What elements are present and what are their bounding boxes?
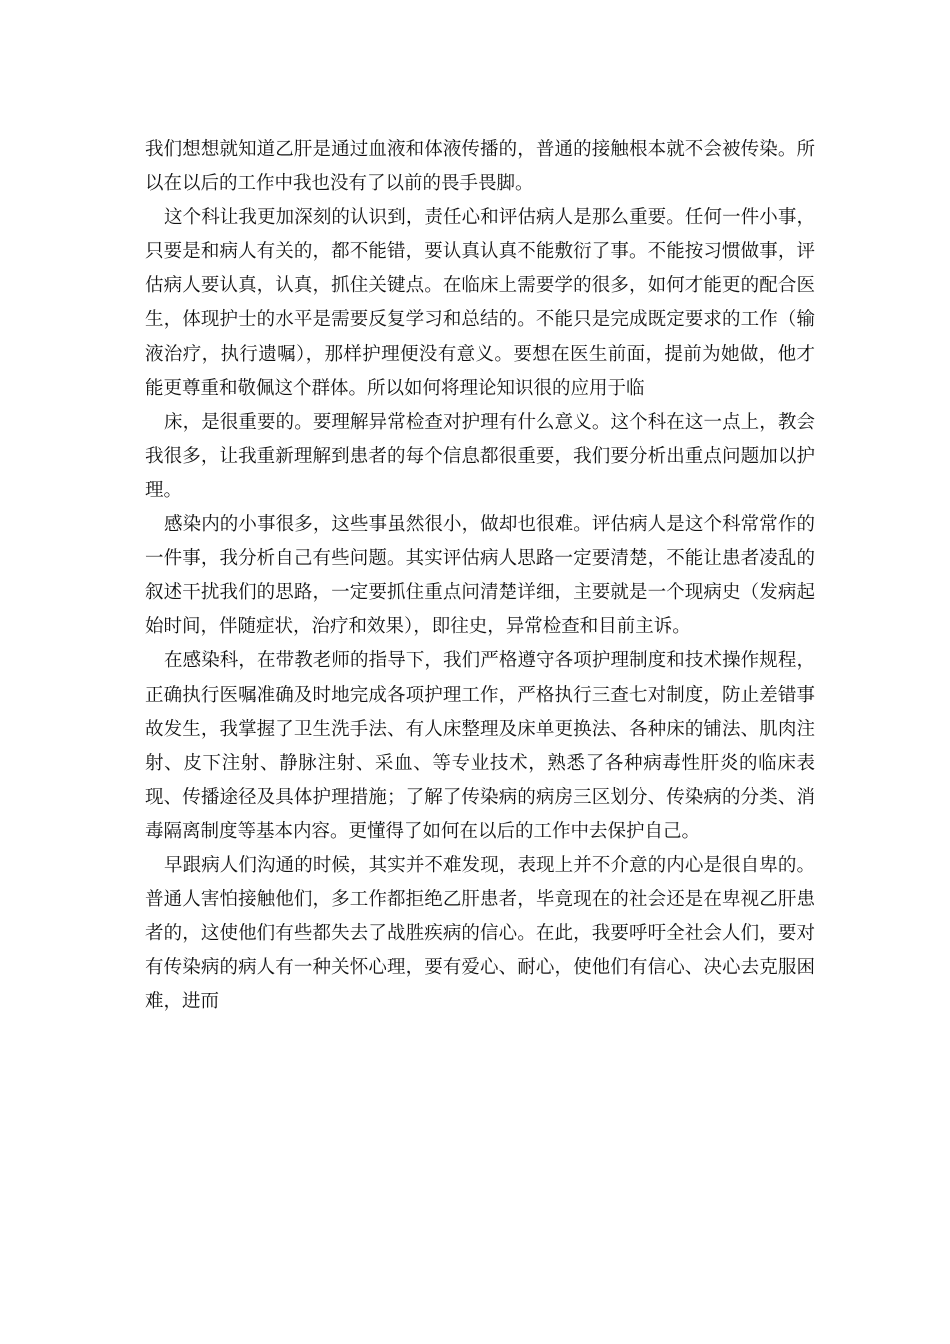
paragraph-2: 这个科让我更加深刻的认识到，责任心和评估病人是那么重要。任何一件小事，只要是和病人有关的，都不能错，要认真认真不能敷衍了事。不能按习惯做事，评估病人要认真，认真，抓住关键点。在临床上需要学的很多，如何才能更的配合医生，体现护士的水平是需要反复学习和总结的。不能只是完成既定要求的工作（输液治疗，执行遗嘱），那样护理便没有意义。要想在医生前面，提前为她做，他才能更尊重和敬佩这个群体。所以如何将理论知识很的应用于临 xyxy=(145,207,815,399)
paragraph-4: 感染内的小事很多，这些事虽然很小，做却也很难。评估病人是这个科常常作的一件事，我分析自己有些问题。其实评估病人思路一定要清楚，不能让患者凌乱的叙述干扰我们的思路，一定要抓住重点问清楚详细，主要就是一个现病史（发病起始时间，伴随症状，治疗和效果），即往史，异常检查和目前主诉。 xyxy=(145,514,815,638)
paragraph-1: 我们想想就知道乙肝是通过血液和体液传播的，普通的接触根本就不会被传染。所以在以后的工作中我也没有了以前的畏手畏脚。 xyxy=(145,139,815,195)
paragraph-3: 床，是很重要的。要理解异常检查对护理有什么意义。这个科在这一点上，教会我很多，让我重新理解到患者的每个信息都很重要，我们要分析出重点问题加以护理。 xyxy=(145,411,815,501)
document-body xyxy=(145,133,815,1019)
paragraph-6: 早跟病人们沟通的时候，其实并不难发现，表现上并不介意的内心是很自卑的。普通人害怕接触他们，多工作都拒绝乙肝患者，毕竟现在的社会还是在卑视乙肝患者的，这使他们有些都失去了战胜疾病的信心。在此，我要呼吁全社会人们，要对有传染病的病人有一种关怀心理，要有爱心、耐心，使他们有信心、决心去克服困难，进而 xyxy=(145,854,815,1013)
paragraph-5: 在感染科，在带教老师的指导下，我们严格遵守各项护理制度和技术操作规程，正确执行医嘱准确及时地完成各项护理工作，严格执行三查七对制度，防止差错事故发生，我掌握了卫生洗手法、有人床整理及床单更换法、各种床的铺法、肌肉注射、皮下注射、静脉注射、采血、等专业技术，熟悉了各种病毒性肝炎的临床表现、传播途径及具体护理措施；了解了传染病的病房三区划分、传染病的分类、消毒隔离制度等基本内容。更懂得了如何在以后的工作中去保护自己。 xyxy=(145,650,815,842)
